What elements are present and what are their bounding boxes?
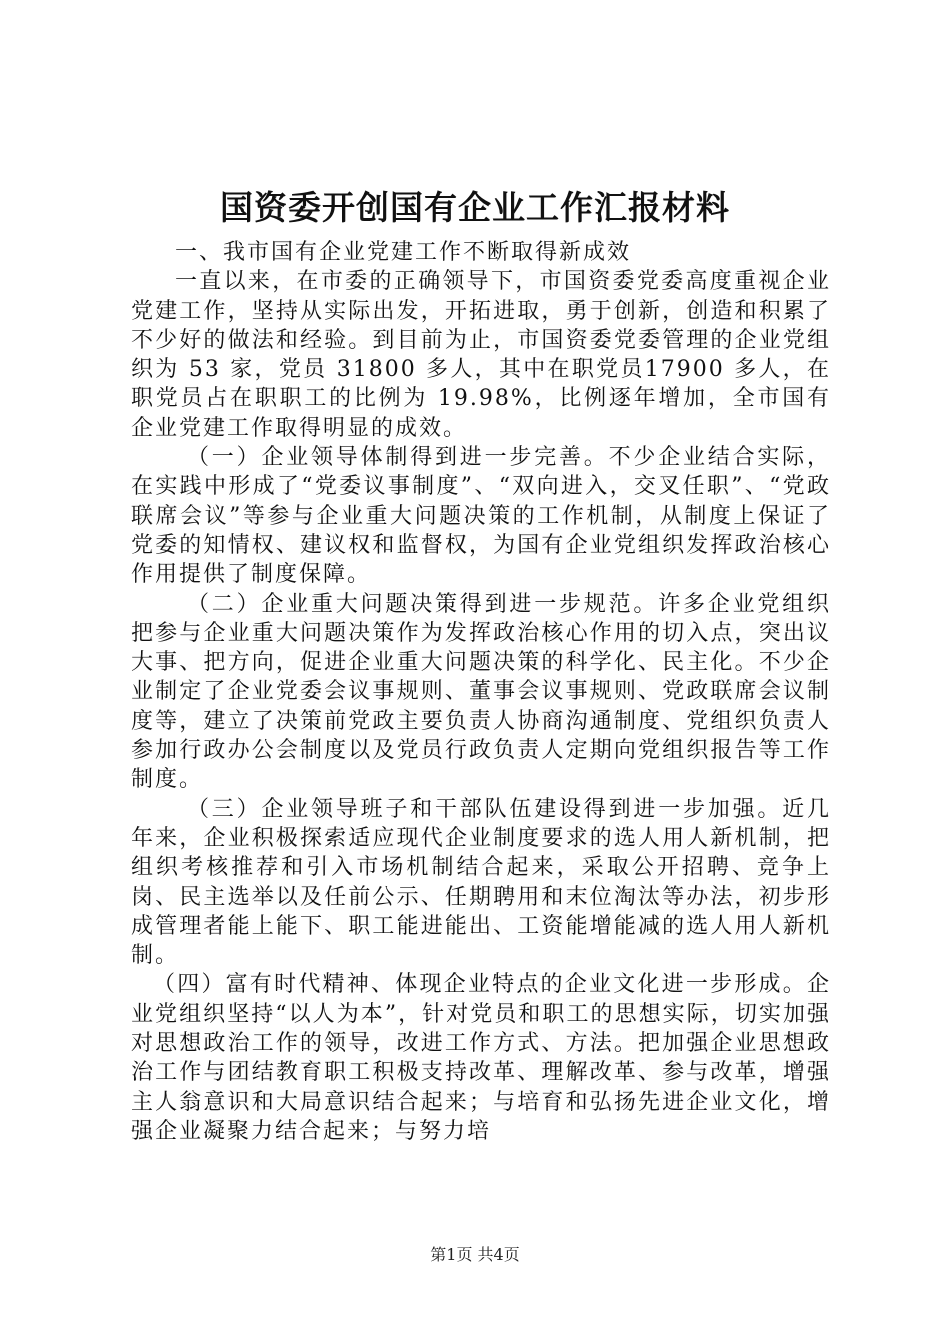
body-paragraph: （二）企业重大问题决策得到进一步规范。许多企业党组织把参与企业重大问题决策作为发挥政治核心作用的切入点，突出议大事、把方向，促进企业重大问题决策的科学化、民主化。不少企业制定了企业党委会议事规则、董事会议事规则、党政联席会议制度等，建立了决策前党政主要负责人协商沟通制度、党组织负责人参加行政办公会制度以及党员行政负责人定期向党组织报告等工作制度。	[131, 591, 831, 793]
document-body	[131, 238, 831, 1146]
body-paragraph: （一）企业领导体制得到进一步完善。不少企业结合实际，在实践中形成了“党委议事制度”、“双向进入，交叉任职”、“党政联席会议”等参与企业重大问题决策的工作机制，从制度上保证了党委的知情权、建议权和监督权，为国有企业党组织发挥政治核心作用提供了制度保障。	[131, 445, 831, 588]
body-paragraph: （四）富有时代精神、体现企业特点的企业文化进一步形成。企业党组织坚持“以人为本”，针对党员和职工的思想实际，切实加强对思想政治工作的领导，改进工作方式、方法。把加强企业思想政治工作与团结教育职工积极支持改革、理解改革、参与改革，增强主人翁意识和大局意识结合起来；与培育和弘扬先进企业文化，增强企业凝聚力结合起来；与努力培	[131, 972, 831, 1144]
page-footer: 第1页 共4页	[430, 1245, 520, 1264]
section-heading: 一、我市国有企业党建工作不断取得新成效	[175, 240, 632, 265]
body-paragraph: 一直以来，在市委的正确领导下，市国资委党委高度重视企业党建工作，坚持从实际出发，开拓进取，勇于创新，创造和积累了不少好的做法和经验。到目前为止，市国资委党委管理的企业党组织为 53 家，党员 31800 多人，其中在职党员17900 多人，在职党员占在职职工的比例为 19.98%，比例逐年增加，全市国有企业党建工作取得明显的成效。	[131, 269, 831, 441]
document-title: 国资委开创国有企业工作汇报材料	[220, 188, 730, 227]
body-paragraph: （三）企业领导班子和干部队伍建设得到进一步加强。近几年来，企业积极探索适应现代企业制度要求的选人用人新机制，把组织考核推荐和引入市场机制结合起来，采取公开招聘、竞争上岗、民主选举以及任前公示、任期聘用和末位淘汰等办法，初步形成管理者能上能下、职工能进能出、工资能增能减的选人用人新机制。	[131, 796, 831, 969]
